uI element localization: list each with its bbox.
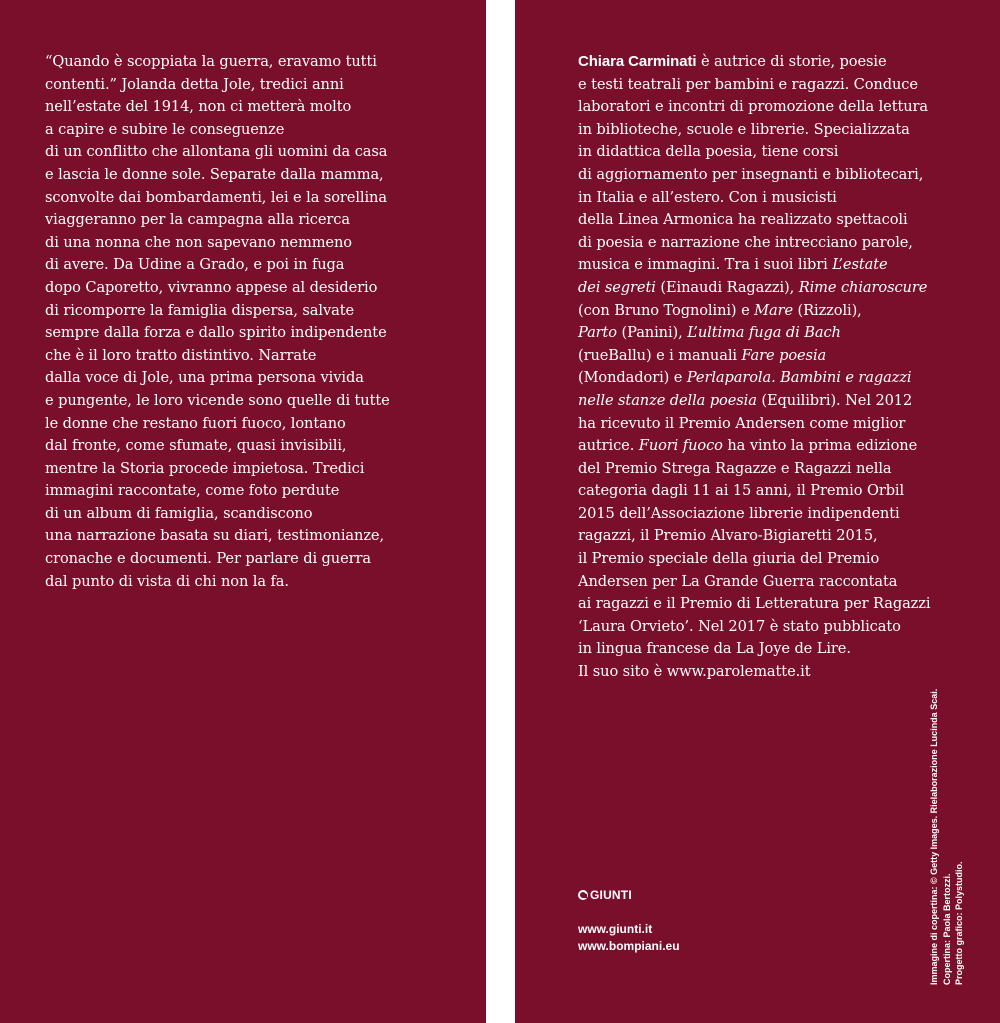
text-line: “Quando è scoppiata la guerra, eravamo tutti [45, 53, 377, 70]
text-line: dal punto di vista di chi non la fa. [45, 572, 289, 590]
text-line: che è il loro tratto distintivo. Narrate [45, 346, 317, 364]
text-line: della Linea Armonica ha realizzato spettacoli [578, 211, 908, 229]
text-line: e lascia le donne sole. Separate dalla mamma, [45, 165, 384, 183]
text-line: dal fronte, come sfumate, quasi invisibili, [45, 437, 347, 455]
text-line: sempre dalla forza e dallo spirito indipendente [45, 324, 387, 342]
book-title: L’ultima fuga di Bach [687, 324, 841, 342]
bio-line: musica e immagini. Tra i suoi libri L’estate [578, 256, 888, 274]
bio-line: autrice. Fuori fuoco ha vinto la prima edizione [578, 437, 918, 455]
publisher-block [578, 888, 680, 955]
book-title: dei segreti [578, 278, 656, 296]
text-line: ‘Laura Orvieto’. Nel 2017 è stato pubblicato [578, 617, 901, 635]
book-title: Parto [578, 324, 617, 342]
text-line: viaggeranno per la campagna alla ricerca [45, 211, 350, 229]
bio-line: (con Bruno Tognolini) e Mare (Rizzoli), [578, 301, 862, 319]
bio-line: (Mondadori) e Perlaparola. Bambini e ragazzi [578, 369, 912, 387]
book-title: L’estate [832, 256, 888, 274]
book-title: Fare poesia [741, 346, 827, 364]
text-line: in Italia e all’estero. Con i musicisti [578, 188, 837, 206]
bio-line: (rueBallu) e i manuali Fare poesia [578, 346, 827, 364]
credit-line: Copertina: Paola Bertozzi. [941, 873, 952, 985]
text-line: categoria dagli 11 ai 15 anni, il Premio Orbil [578, 482, 905, 500]
text-line: di ricomporre la famiglia dispersa, salvate [45, 301, 355, 319]
text-line: laboratori e incontri di promozione della lettura [578, 98, 929, 116]
text-line: di poesia e narrazione che intrecciano parole, [578, 233, 913, 251]
bio-line: nelle stanze della poesia (Equilibri). Nel 2012 [578, 391, 913, 409]
text-line: dalla voce di Jole, una prima persona vivida [45, 369, 364, 387]
text-line: Andersen per La Grande Guerra raccontata [578, 572, 898, 590]
bio-lines [578, 458, 930, 684]
author-bio-text [578, 51, 930, 684]
text-line: ragazzi, il Premio Alvaro-Bigiaretti 2015, [578, 527, 878, 545]
text-line: in lingua francese da La Joye de Lire. [578, 640, 851, 658]
text-line: mentre la Storia procede impietosa. Tredici [45, 459, 365, 477]
bio-line: Chiara Carminati è autrice di storie, poesie [578, 53, 887, 70]
text-line: e pungente, le loro vicende sono quelle di tutte [45, 391, 390, 409]
giunti-logo-icon [578, 890, 588, 900]
text-line: di una nonna che non sapevano nemmeno [45, 233, 352, 251]
book-title: Fuori fuoco [638, 437, 723, 455]
synopsis-text [45, 51, 390, 593]
text-line: cronache e documenti. Per parlare di guerra [45, 550, 371, 568]
author-name: Chiara Carminati [578, 53, 697, 70]
text-line: del Premio Strega Ragazze e Ragazzi nella [578, 459, 892, 477]
text-line: immagini raccontate, come foto perdute [45, 482, 340, 500]
bio-line: dei segreti (Einaudi Ragazzi), Rime chiaroscure [578, 278, 928, 296]
text-line: a capire e subire le conseguenze [45, 120, 285, 138]
text-line: in didattica della poesia, tiene corsi [578, 143, 839, 161]
text-line: di avere. Da Udine a Grado, e poi in fuga [45, 256, 345, 274]
text-line: Il suo sito è www.parolematte.it [578, 663, 811, 681]
text-line: il Premio speciale della giuria del Premio [578, 550, 880, 568]
bio-line: ha ricevuto il Premio Andersen come miglior [578, 414, 906, 432]
logo-text: GIUNTI [590, 888, 632, 902]
book-title: Mare [754, 301, 793, 319]
text-line: contenti.” Jolanda detta Jole, tredici anni [45, 75, 344, 93]
giunti-logo [578, 888, 680, 902]
giunti-website-link[interactable]: www.giunti.it [578, 922, 653, 936]
credit-line: Progetto grafico: Polystudio. [954, 861, 964, 985]
text-line: nell’estate del 1914, non ci metterà molto [45, 98, 352, 116]
book-title: Rime chiaroscure [798, 278, 928, 296]
text-line: 2015 dell’Associazione librerie indipendenti [578, 504, 900, 522]
text-line: una narrazione basata su diari, testimonianze, [45, 527, 384, 545]
text-line: dopo Caporetto, vivranno appese al desiderio [45, 278, 378, 296]
text-line: di aggiornamento per insegnanti e bibliotecari, [578, 165, 924, 183]
text-line: le donne che restano fuori fuoco, lontano [45, 414, 346, 432]
text-line: di un album di famiglia, scandiscono [45, 504, 313, 522]
image-credits [928, 688, 990, 985]
left-flap [0, 0, 486, 1023]
credit-line: Immagine di copertina: © Getty Images. Rielaborazione Lucinda Scai. [929, 688, 939, 985]
bio-line: Parto (Panini), L’ultima fuga di Bach [578, 324, 841, 342]
text-line: di un conflitto che allontana gli uomini da casa [45, 143, 388, 161]
bompiani-website-link[interactable]: www.bompiani.eu [578, 939, 680, 953]
text-line: e testi teatrali per bambini e ragazzi. Conduce [578, 75, 918, 93]
book-title: Perlaparola. Bambini e ragazzi [686, 369, 912, 387]
text-line: in biblioteche, scuole e librerie. Specializzata [578, 120, 910, 138]
text-line: ai ragazzi e il Premio di Letteratura per Ragazzi [578, 595, 931, 613]
bio-lines [578, 74, 930, 255]
book-title: nelle stanze della poesia [578, 391, 757, 409]
text-line: sconvolte dai bombardamenti, lei e la sorellina [45, 188, 387, 206]
